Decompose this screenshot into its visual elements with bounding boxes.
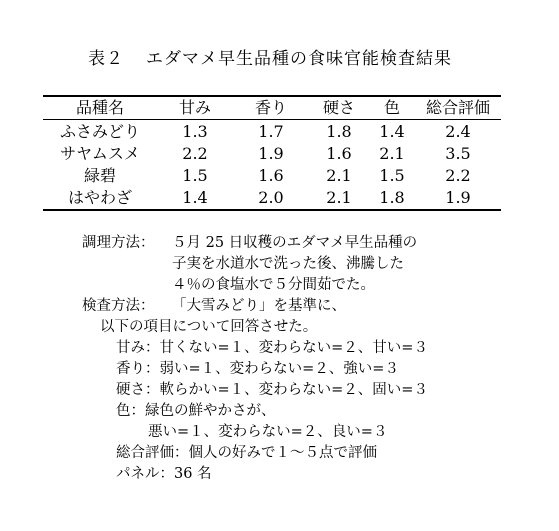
table-row bbox=[43, 120, 501, 144]
cell-color: 1.8 bbox=[379, 188, 405, 207]
cell-variety: はやわざ bbox=[67, 188, 132, 207]
test-method-label: 検査方法： bbox=[82, 298, 155, 314]
cell-sweetness: 1.5 bbox=[182, 166, 208, 185]
cell-aroma: 1.6 bbox=[258, 166, 284, 185]
cell-overall: 3.5 bbox=[445, 144, 471, 163]
cell-color: 1.5 bbox=[379, 166, 405, 185]
cell-hardness: 1.8 bbox=[326, 122, 352, 141]
table-row bbox=[43, 143, 501, 165]
cooking-method-line: 子実を水道水で洗った後、沸騰した bbox=[172, 256, 404, 272]
cooking-method-line: ５月 25 日収穫のエダマメ早生品種の bbox=[172, 235, 418, 251]
cell-color: 2.1 bbox=[379, 144, 405, 163]
cell-aroma: 2.0 bbox=[258, 188, 284, 207]
results-table bbox=[43, 97, 501, 209]
panel-size: パネル：36 名 bbox=[116, 466, 212, 482]
table-number: 表２ bbox=[88, 49, 124, 69]
cell-variety: 緑碧 bbox=[83, 166, 116, 185]
cell-variety: サヤムスメ bbox=[60, 144, 140, 163]
cell-variety: ふさみどり bbox=[59, 122, 140, 141]
header-row bbox=[43, 97, 501, 120]
cell-hardness: 2.1 bbox=[326, 166, 352, 185]
header-aroma: 香り bbox=[233, 97, 309, 120]
cell-hardness: 1.6 bbox=[326, 144, 352, 163]
criteria-aroma: 香り：弱い=１、変わらない=２、強い=３ bbox=[116, 361, 399, 377]
criteria-sweetness: 甘み：甘くない=１、変わらない=２、甘い=３ bbox=[116, 340, 428, 356]
table-caption: エダマメ早生品種の食味官能検査結果 bbox=[146, 49, 452, 69]
test-method-line: 以下の項目について回答させた。 bbox=[100, 319, 318, 335]
table-bottom-rule bbox=[43, 209, 501, 211]
cell-aroma: 1.9 bbox=[258, 144, 284, 163]
criteria-color-scale: 悪い=１、変わらない=２、良い=３ bbox=[148, 424, 388, 440]
cooking-method-line: ４％の食塩水で５分間茹でた。 bbox=[172, 277, 375, 293]
test-method-line: 「大雪みどり」を基準に、 bbox=[172, 298, 346, 314]
table-row bbox=[43, 187, 501, 209]
criteria-overall: 総合評価：個人の好みで１～５点で評価 bbox=[116, 445, 377, 461]
cell-sweetness: 2.2 bbox=[182, 144, 208, 163]
table-title bbox=[88, 44, 452, 69]
criteria-hardness: 硬さ：軟らかい=１、変わらない=２、固い=３ bbox=[116, 382, 428, 398]
header-color: 色 bbox=[369, 97, 415, 120]
cooking-method-label: 調理方法： bbox=[82, 235, 155, 251]
cell-hardness: 2.1 bbox=[326, 188, 352, 207]
header-hardness: 硬さ bbox=[309, 97, 369, 120]
cell-color: 1.4 bbox=[379, 122, 405, 141]
cell-sweetness: 1.4 bbox=[182, 188, 208, 207]
cell-sweetness: 1.3 bbox=[182, 122, 208, 141]
header-sweetness: 甘み bbox=[157, 97, 233, 120]
header-variety: 品種名 bbox=[43, 97, 157, 120]
cell-overall: 2.4 bbox=[445, 122, 471, 141]
header-overall: 総合評価 bbox=[415, 97, 501, 120]
criteria-color: 色：緑色の鮮やかさが、 bbox=[116, 403, 276, 419]
cell-overall: 1.9 bbox=[445, 188, 471, 207]
cell-overall: 2.2 bbox=[445, 166, 471, 185]
table-row bbox=[43, 165, 501, 187]
cell-aroma: 1.7 bbox=[258, 122, 284, 141]
